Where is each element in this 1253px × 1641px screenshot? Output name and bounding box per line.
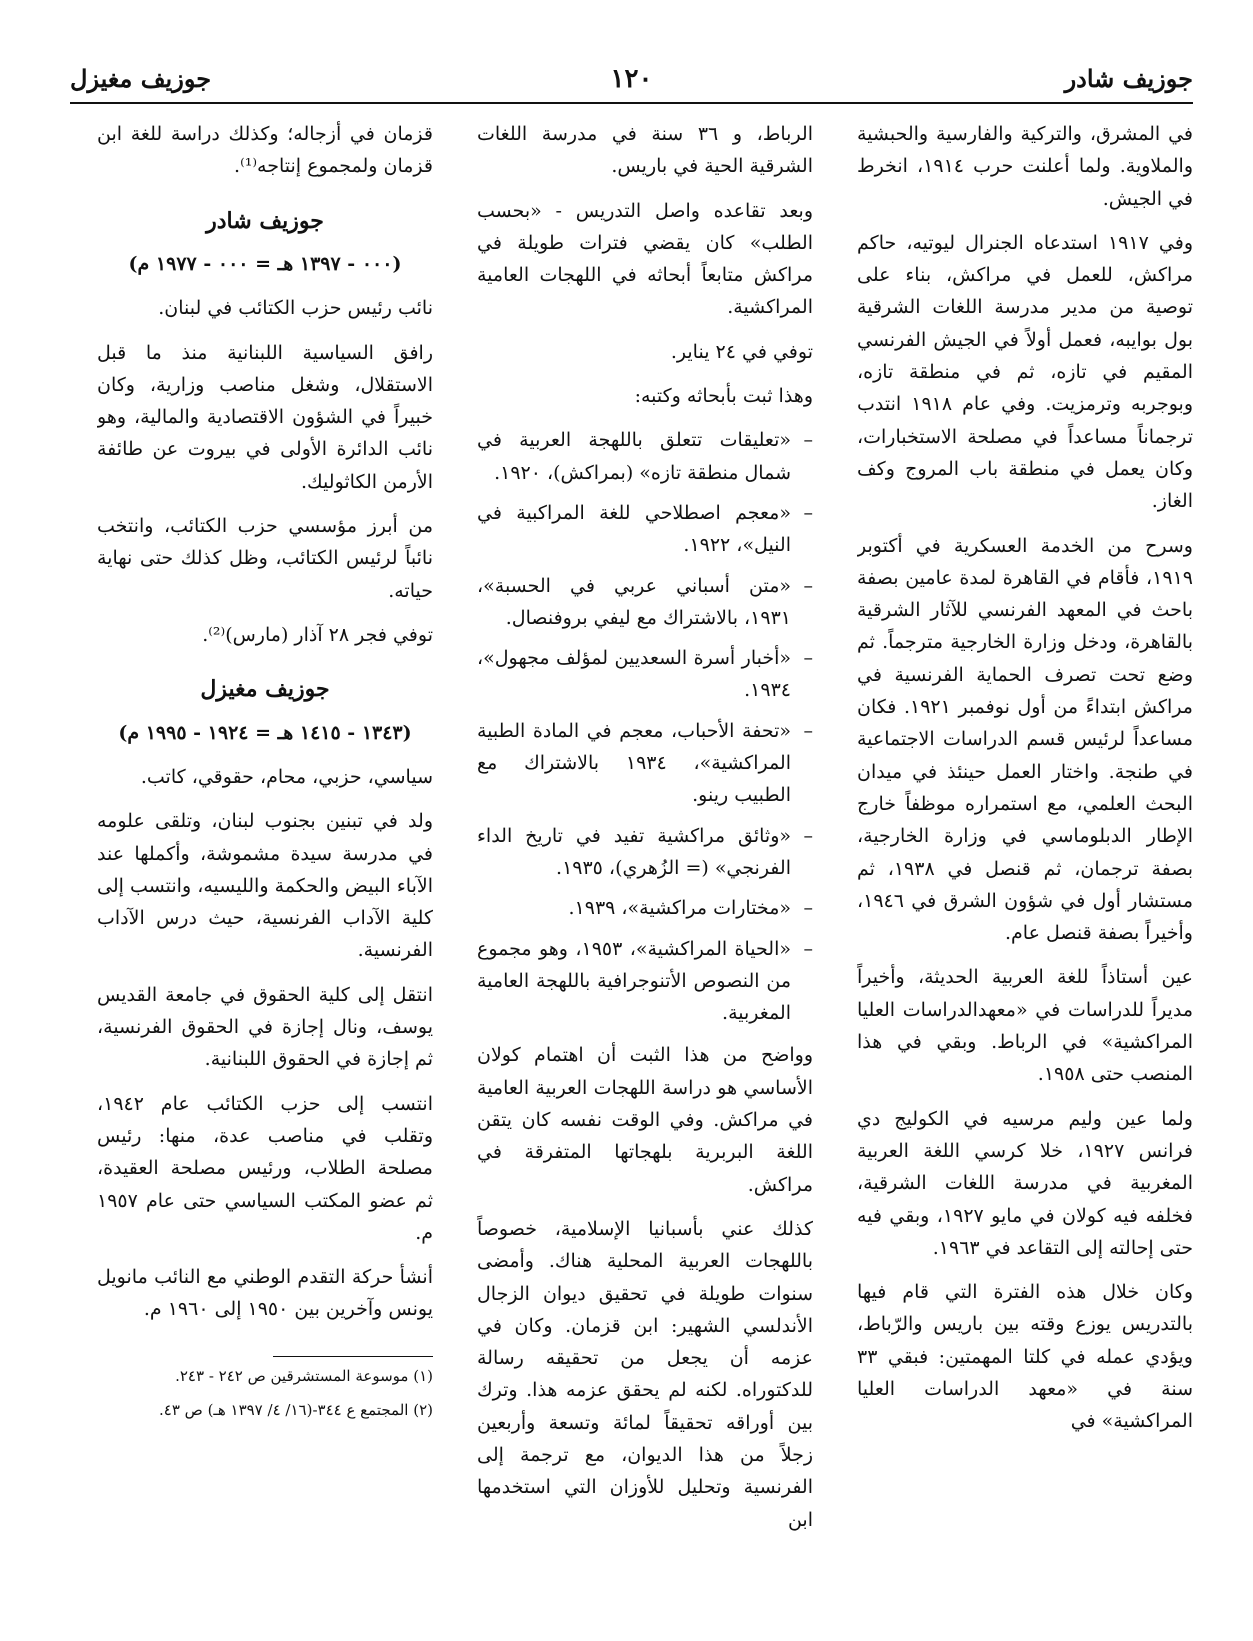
column-middle — [477, 118, 813, 1628]
paragraph: قزمان في أزجاله؛ وكذلك دراسة للغة ابن قزمان ولمجموع إنتاجه⁽¹⁾. — [97, 123, 433, 178]
paragraph: ولما عين وليم مرسيه في الكوليج دي فرانس ١٩٢٧، خلا كرسي اللغة العربية المغربية في مدرسة اللغات الشرقية، فخلفه فيه كولان في مايو ١٩٢٧، وبقي فيه حتى إحالته إلى التقاعد في ١٩٦٣. — [857, 1107, 1193, 1259]
paragraph: أنشأ حركة التقدم الوطني مع النائب مانويل يونس وآخرين بين ١٩٥٠ إلى ١٩٦٠ م. — [97, 1266, 433, 1321]
entry-dates: (١٣٤٣ - ١٤١٥ هـ = ١٩٢٤ - ١٩٩٥ م) — [118, 721, 412, 744]
header-left-title: جوزيف مغيزل — [70, 64, 212, 93]
works-list — [477, 424, 813, 1029]
entry-dates: (٠٠٠ - ١٣٩٧ هـ = ٠٠٠ - ١٩٧٧ م) — [128, 252, 402, 275]
footnote: (١) موسوعة المستشرقين ص ٢٤٢ - ٢٤٣. — [175, 1366, 433, 1385]
list-item: – «مختارات مراكشية»، ١٩٣٩. — [477, 892, 813, 924]
list-item: – «تعليقات تتعلق باللهجة العربية في شمال منطقة تازه» (بمراكش)، ١٩٢٠. — [477, 424, 813, 489]
list-item: – «وثائق مراكشية تفيد في تاريخ الداء الفرنجي» (= الزُهري)، ١٩٣٥. — [477, 820, 813, 885]
footnote-divider — [273, 1356, 433, 1357]
paragraph: انتسب إلى حزب الكتائب عام ١٩٤٢، وتقلب في مناصب عدة، منها: رئيس مصلحة الطلاب، ورئيس مصلحة العقيدة، ثم عضو المكتب السياسي حتى عام ١٩٥٧ م. — [97, 1092, 433, 1244]
list-item: – «الحياة المراكشية»، ١٩٥٣، وهو مجموع من النصوص الأتنوجرافية باللهجة العامية المغربية. — [477, 933, 813, 1030]
paragraph: من أبرز مؤسسي حزب الكتائب، وانتخب نائباً لرئيس الكتائب، وظل كذلك حتى نهاية حياته. — [97, 515, 433, 602]
list-item: – «متن أسباني عربي في الحسبة»، ١٩٣١، بالاشتراك مع ليفي بروفنصال. — [477, 570, 813, 635]
paragraph: ولد في تبنين بجنوب لبنان، وتلقى علومه في مدرسة سيدة مشموشة، وأكملها عند الآباء البيض والحكمة والليسيه، وانتسب إلى كلية الآداب الفرنسية، حيث درس الآداب الفرنسية. — [97, 810, 433, 962]
paragraph: الرباط، و ٣٦ سنة في مدرسة اللغات الشرقية الحية في باريس. — [477, 123, 813, 178]
page-number: ١٢٠ — [610, 64, 653, 94]
entry-title: جوزيف مغيزل — [200, 676, 330, 703]
paragraph: عين أستاذاً للغة العربية الحديثة، وأخيراً مديراً للدراسات في «معهدالدراسات العليا المراكشية» في الرباط. وبقي في هذا المنصب حتى ١٩٥٨. — [857, 966, 1193, 1086]
paragraph: كذلك عني بأسبانيا الإسلامية، خصوصاً باللهجات العربية المحلية هناك. وأمضى سنوات طويلة في تحقيق ديوان الزجال الأندلسي الشهير: ابن قزمان. وكان في عزمه أن يجعل من تحقيقه رسالة للدكتوراه. لكنه لم يحقق عزمه هذا. وترك بين أوراقه تحقيقاً لمائة وتسعة وأربعين زجلاً من هذا الديوان، مع ترجمة إلى الفرنسية وتحليل للأوزان التي استخدمها ابن — [477, 1217, 813, 1531]
paragraph: وبعد تقاعده واصل التدريس - «بحسب الطلب» كان يقضي فترات طويلة في مراكش متابعاً أبحاثه في اللهجات العامية المراكشية. — [477, 199, 813, 319]
paragraph: توفي في ٢٤ يناير. — [670, 340, 813, 363]
column-right — [857, 118, 1193, 1628]
column-left — [97, 118, 433, 1628]
paragraph: وكان خلال هذه الفترة التي قام فيها بالتدريس يوزع وقته بين باريس والرّباط، ويؤدي عمله في كلتا المهمتين: فبقي ٣٣ سنة في «معهد الدراسات العليا المراكشية» في — [857, 1281, 1193, 1433]
header-right-title: جوزيف شادر — [1064, 64, 1193, 93]
running-header — [70, 60, 1193, 104]
paragraph: رافق السياسية اللبنانية منذ ما قبل الاستقلال، وشغل مناصب وزارية، وكان خبيراً في الشؤون الاقتصادية والمالية، وهو نائب الدائرة الأولى في بيروت عن طائفة الأرمن الكاثوليك. — [97, 341, 433, 493]
paragraph: وسرح من الخدمة العسكرية في أكتوبر ١٩١٩، فأقام في القاهرة لمدة عامين بصفة باحث في المعهد الفرنسي للآثار الشرقية بالقاهرة، ودخل وزارة الخارجية مترجماً. ثم وضع تحت تصرف الحماية الفرنسية في مراكش ابتداءً من أول نوفمبر ١٩٢١. فكان مساعداً لرئيس قسم الدراسات الاجتماعية في طنجة. واختار العمل حينئذ في ميدان البحث العلمي، مع استمراره موظفاً خارج الإطار الدبلوماسي في وزارة الخارجية، بصفة ترجمان، ثم قنصل في ١٩٣٨، ثم مستشار أول في شؤون الشرق في ١٩٤٦، وأخيراً بصفة قنصل عام. — [857, 534, 1193, 945]
list-item: – «معجم اصطلاحي للغة المراكبية في النيل»، ١٩٢٢. — [477, 497, 813, 562]
paragraph: وفي ١٩١٧ استدعاه الجنرال ليوتيه، حاكم مراكش، للعمل في مراكش، بناء على توصية من مدير مدرسة اللغات الشرقية بول بوايبه، فعمل أولاً في الجيش الفرنسي المقيم في تازه، ثم في منطقة تازه، وبوجربه وترمزيت. وفي عام ١٩١٨ انتدب ترجماناً مساعداً في مصلحة الاستخبارات، وكان يعمل في منطقة باب المروج وكف الغاز. — [857, 231, 1193, 513]
paragraph: توفي فجر ٢٨ آذار (مارس)⁽²⁾. — [202, 623, 433, 646]
paragraph: سياسي، حزبي، محام، حقوقي، كاتب. — [140, 765, 433, 788]
paragraph: انتقل إلى كلية الحقوق في جامعة القديس يوسف، ونال إجازة في الحقوق الفرنسية، ثم إجازة في الحقوق اللبنانية. — [97, 983, 433, 1071]
paragraph: وواضح من هذا الثبت أن اهتمام كولان الأساسي هو دراسة اللهجات العربية العامية في مراكش. وفي الوقت نفسه كان يتقن اللغة البربرية بلهجاتها المتفرقة في مراكش. — [477, 1044, 813, 1196]
paragraph: في المشرق، والتركية والفارسية والحبشية والملاوية. ولما أعلنت حرب ١٩١٤، انخرط في الجيش. — [857, 123, 1193, 210]
footnote: (٢) المجتمع ع ٣٤٤-(١٦/ ٤/ ١٣٩٧ هـ) ص ٤٣. — [159, 1401, 433, 1420]
list-item: – «تحفة الأحباب، معجم في المادة الطبية المراكشية»، ١٩٣٤ بالاشتراك مع الطبيب رينو. — [477, 715, 813, 812]
entry-title: جوزيف شادر — [206, 207, 324, 234]
paragraph: نائب رئيس حزب الكتائب في لبنان. — [158, 297, 433, 320]
list-item: – «أخبار أسرة السعديين لمؤلف مجهول»، ١٩٣٤. — [477, 642, 813, 707]
paragraph: وهذا ثبت بأبحاثه وكتبه: — [634, 385, 813, 408]
